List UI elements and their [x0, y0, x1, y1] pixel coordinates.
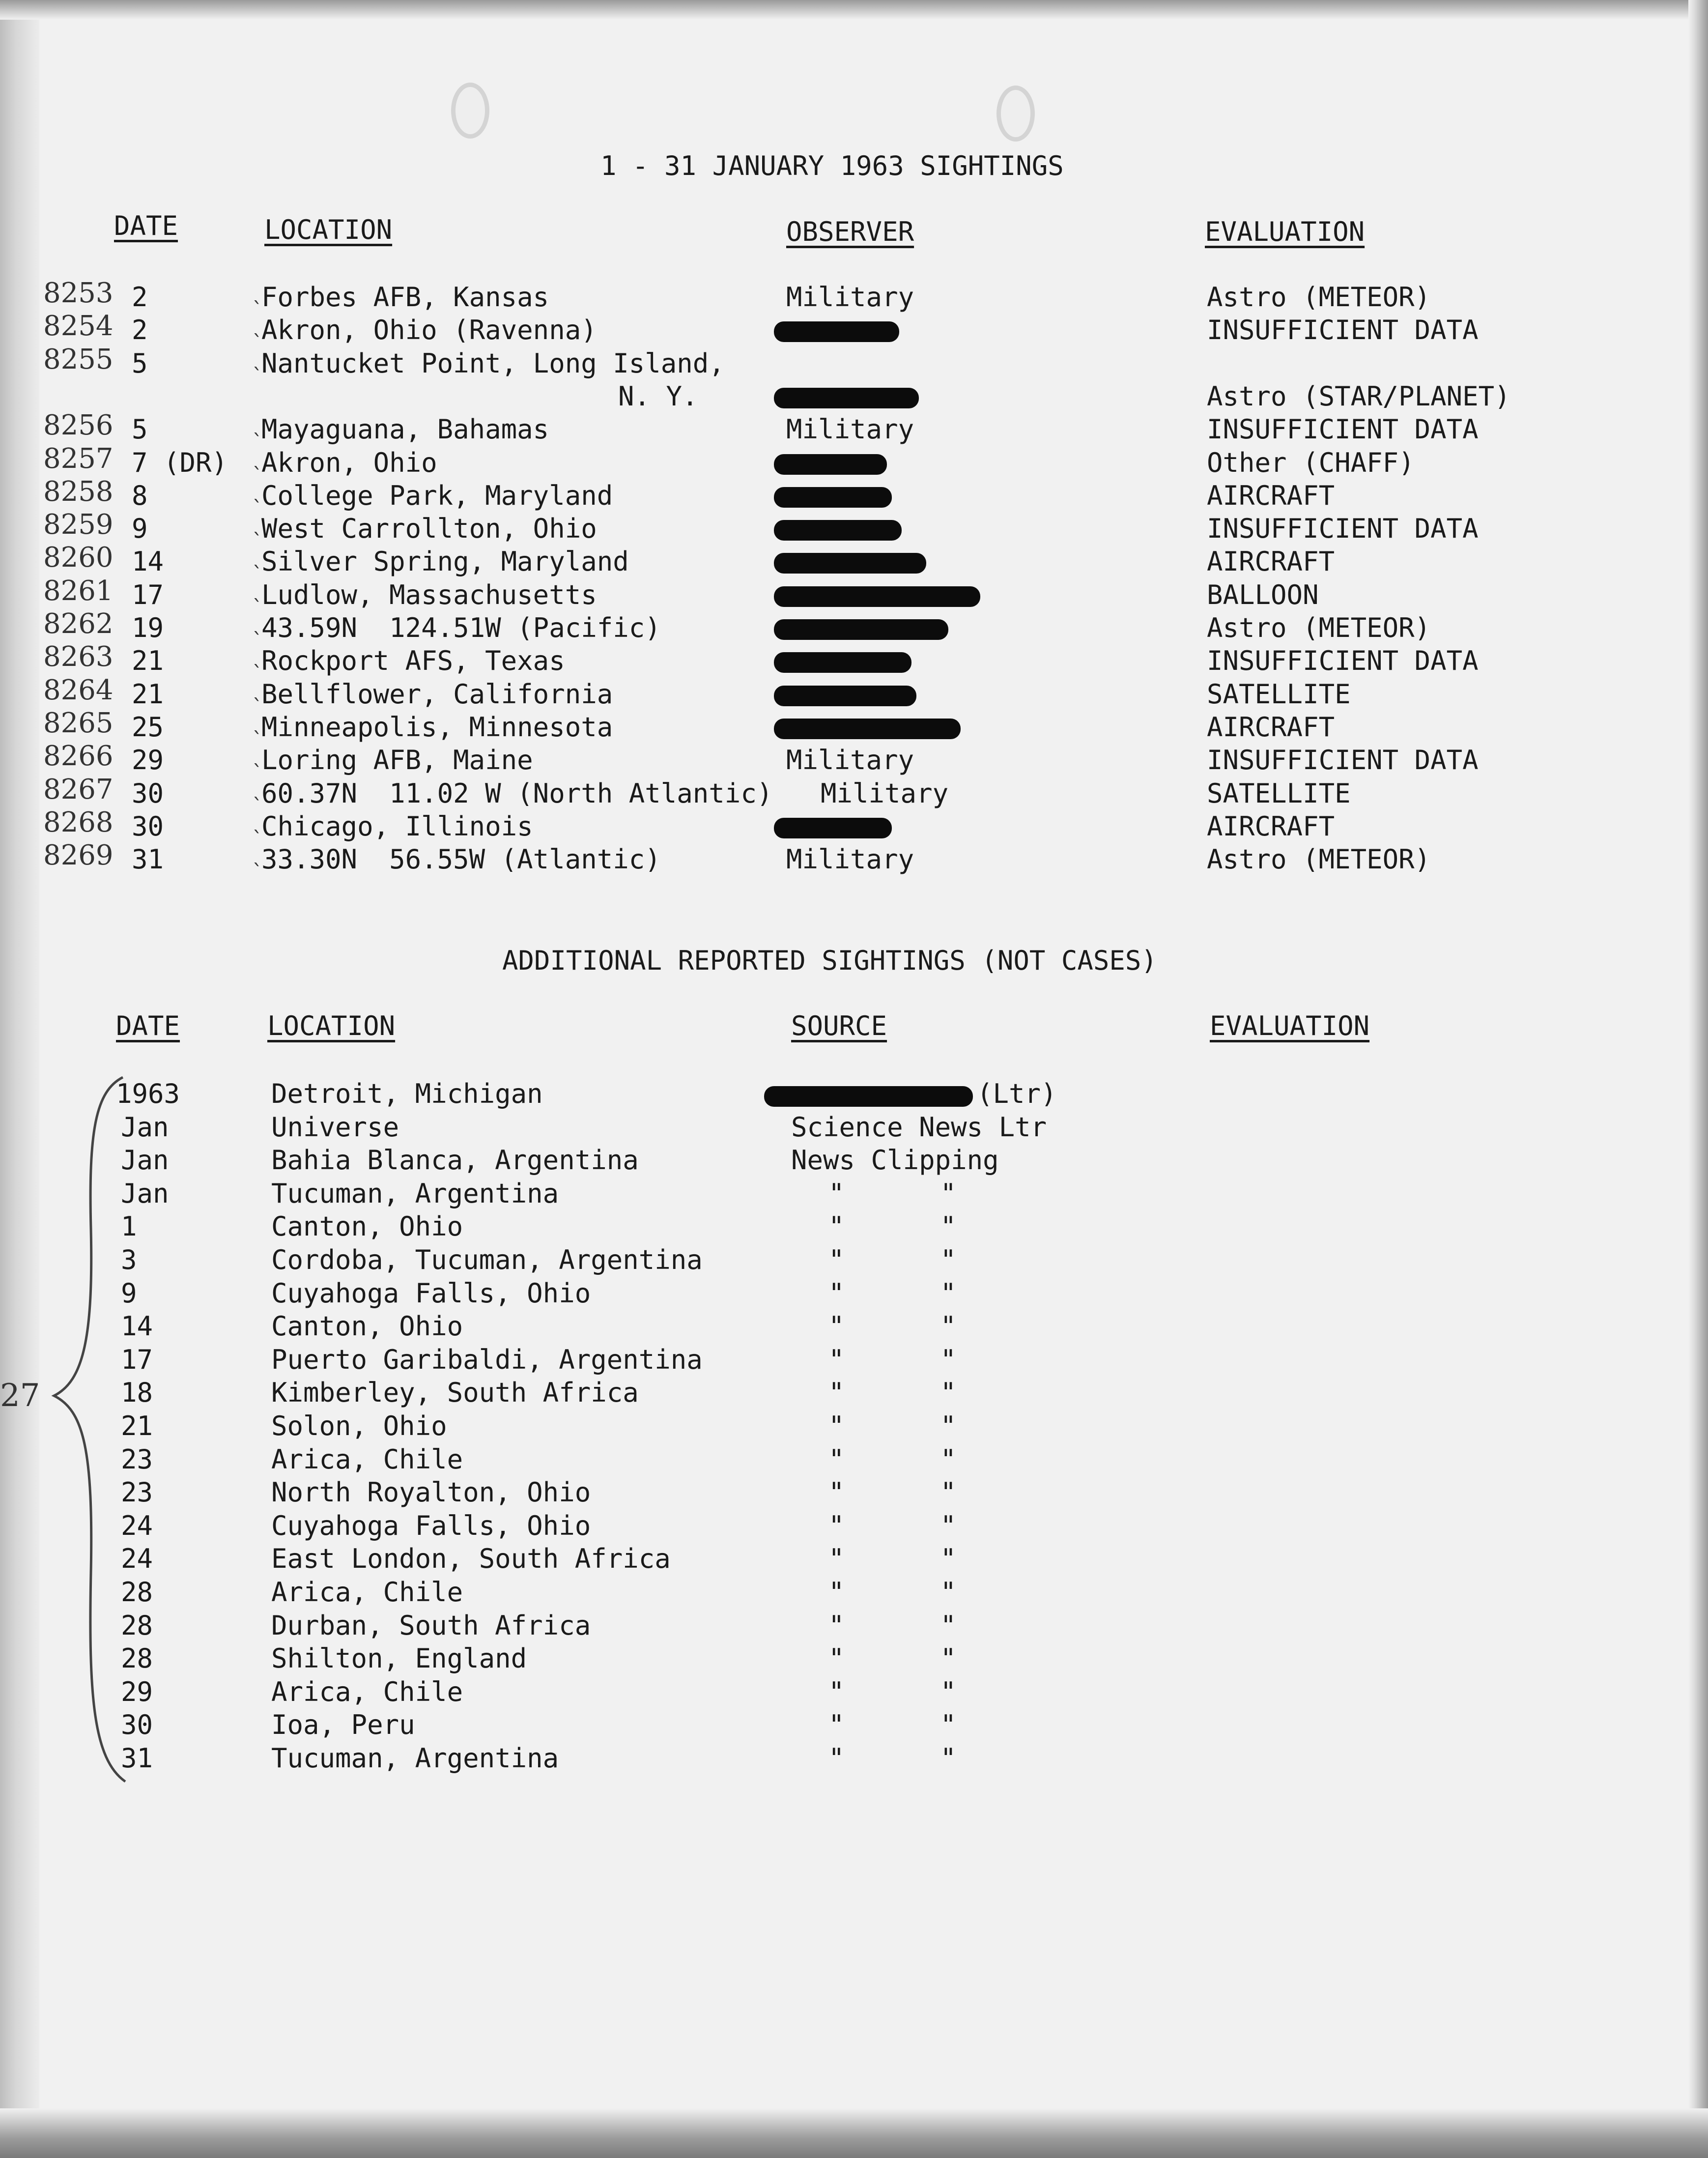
additional-location: Universe: [271, 1112, 399, 1143]
additional-location: Arica, Chile: [271, 1444, 463, 1475]
sighting-location: Akron, Ohio: [261, 447, 437, 478]
additional-location: Kimberley, South Africa: [271, 1377, 639, 1408]
case-number: 8259: [43, 509, 114, 541]
sighting-evaluation: SATELLITE: [1207, 778, 1351, 809]
additional-source: " ": [828, 1211, 957, 1242]
additional-date: 18: [121, 1377, 153, 1408]
additional-source: (Ltr): [977, 1078, 1057, 1109]
sighting-day: 30: [132, 778, 164, 809]
additional-source: " ": [828, 1244, 957, 1275]
sighting-day: 2: [132, 282, 148, 313]
case-number: 8268: [43, 806, 114, 838]
additional-location: Canton, Ohio: [271, 1211, 463, 1242]
sighting-day: 14: [132, 546, 164, 577]
additional-date: 9: [121, 1278, 137, 1309]
sighting-location: Silver Spring, Maryland: [261, 546, 629, 577]
tick-mark: ˎ: [251, 446, 263, 469]
additional-location: North Royalton, Ohio: [271, 1477, 591, 1508]
additional-date: 17: [121, 1344, 153, 1375]
page-title: 1 - 31 JANUARY 1963 SIGHTINGS: [600, 150, 1064, 181]
tick-mark: ˎ: [251, 777, 263, 800]
additional-source: " ": [828, 1676, 957, 1707]
header-evaluation: EVALUATION: [1205, 216, 1365, 247]
case-number: 8261: [43, 575, 114, 607]
additional-location: Ioa, Peru: [271, 1709, 415, 1740]
sighting-evaluation: INSUFFICIENT DATA: [1207, 315, 1479, 345]
additional-source: " ": [828, 1178, 957, 1209]
tick-mark: ˎ: [251, 512, 263, 535]
additional-date: 28: [121, 1643, 153, 1674]
case-number: 8256: [43, 409, 114, 441]
tick-mark: ˎ: [251, 810, 263, 833]
additional-date: 23: [121, 1477, 153, 1508]
sighting-observer: Military: [786, 282, 914, 313]
additional-date: 31: [121, 1743, 153, 1774]
additional-date: 3: [121, 1244, 137, 1275]
sighting-day: 21: [132, 679, 164, 710]
case-number: 8260: [43, 542, 114, 574]
case-number: 8269: [43, 839, 114, 871]
header-date: DATE: [114, 210, 178, 241]
header-location: LOCATION: [264, 214, 393, 245]
sighting-location-cont: N. Y.: [618, 381, 698, 412]
header2-date: DATE: [116, 1010, 180, 1041]
additional-location: Durban, South Africa: [271, 1610, 591, 1641]
additional-location: Tucuman, Argentina: [271, 1178, 559, 1209]
additional-date: 30: [121, 1709, 153, 1740]
additional-date: Jan: [121, 1178, 169, 1209]
additional-title: ADDITIONAL REPORTED SIGHTINGS (NOT CASES): [502, 945, 1157, 976]
header2-location: LOCATION: [267, 1010, 396, 1041]
case-number: 8265: [43, 707, 114, 739]
case-number: 8266: [43, 740, 114, 772]
sighting-location: Forbes AFB, Kansas: [261, 282, 549, 313]
tick-mark: ˎ: [251, 711, 263, 733]
case-number: 8264: [43, 674, 114, 706]
additional-date: 24: [121, 1543, 153, 1574]
additional-date: 23: [121, 1444, 153, 1475]
sighting-location: College Park, Maryland: [261, 480, 613, 511]
case-number: 8262: [43, 608, 114, 640]
tick-mark: ˎ: [251, 281, 263, 303]
additional-source: " ": [828, 1543, 957, 1574]
case-number: 8258: [43, 476, 114, 508]
sighting-day: 31: [132, 844, 164, 875]
tick-mark: ˎ: [251, 413, 263, 435]
additional-date: 29: [121, 1676, 153, 1707]
sighting-location: 43.59N 124.51W (Pacific): [261, 612, 661, 643]
additional-date: 21: [121, 1410, 153, 1441]
additional-location: Cuyahoga Falls, Ohio: [271, 1278, 591, 1309]
additional-location: Cordoba, Tucuman, Argentina: [271, 1244, 703, 1275]
case-number: 8257: [43, 443, 114, 475]
sighting-day: 25: [132, 712, 164, 743]
additional-source: " ": [828, 1444, 957, 1475]
additional-location: Tucuman, Argentina: [271, 1743, 559, 1774]
additional-date: Jan: [121, 1145, 169, 1176]
sighting-evaluation: Other (CHAFF): [1207, 447, 1415, 478]
sighting-location: Bellflower, California: [261, 679, 613, 710]
additional-location: Arica, Chile: [271, 1577, 463, 1608]
additional-source: News Clipping: [791, 1145, 999, 1176]
additional-date: 24: [121, 1510, 153, 1541]
sighting-evaluation: AIRCRAFT: [1207, 811, 1335, 842]
sighting-day: 5: [132, 414, 148, 445]
additional-source: " ": [828, 1610, 957, 1641]
margin-note: 27: [0, 1378, 40, 1414]
sighting-day: 7 (DR): [132, 447, 228, 478]
sighting-day: 9: [132, 513, 148, 544]
sighting-evaluation: AIRCRAFT: [1207, 712, 1335, 743]
tick-mark: ˎ: [251, 843, 263, 865]
sighting-observer: Military: [821, 778, 949, 809]
sighting-day: 19: [132, 612, 164, 643]
sighting-evaluation: AIRCRAFT: [1207, 480, 1335, 511]
sighting-evaluation: INSUFFICIENT DATA: [1207, 645, 1479, 676]
tick-mark: ˎ: [251, 479, 263, 502]
sighting-evaluation: AIRCRAFT: [1207, 546, 1335, 577]
additional-location: Arica, Chile: [271, 1676, 463, 1707]
additional-source: " ": [828, 1410, 957, 1441]
sighting-day: 5: [132, 348, 148, 379]
sighting-location: Loring AFB, Maine: [261, 745, 533, 776]
sighting-location: Akron, Ohio (Ravenna): [261, 315, 597, 345]
sighting-evaluation: INSUFFICIENT DATA: [1207, 745, 1479, 776]
sighting-evaluation: SATELLITE: [1207, 679, 1351, 710]
header2-evaluation: EVALUATION: [1210, 1010, 1370, 1041]
sighting-location: Rockport AFS, Texas: [261, 645, 565, 676]
sighting-evaluation: INSUFFICIENT DATA: [1207, 414, 1479, 445]
additional-location: Detroit, Michigan: [271, 1078, 543, 1109]
additional-date: 14: [121, 1311, 153, 1342]
case-number: 8255: [43, 344, 114, 375]
sighting-location: 33.30N 56.55W (Atlantic): [261, 844, 661, 875]
case-number: 8254: [43, 310, 114, 342]
sighting-location: Chicago, Illinois: [261, 811, 533, 842]
sighting-day: 2: [132, 315, 148, 345]
tick-mark: ˎ: [251, 644, 263, 667]
additional-source: " ": [828, 1344, 957, 1375]
additional-location: Canton, Ohio: [271, 1311, 463, 1342]
additional-source: " ": [828, 1477, 957, 1508]
sighting-location: Nantucket Point, Long Island,: [261, 348, 725, 379]
additional-source: " ": [828, 1743, 957, 1774]
tick-mark: ˎ: [251, 314, 263, 336]
additional-location: East London, South Africa: [271, 1543, 671, 1574]
header2-source: SOURCE: [791, 1010, 887, 1041]
additional-source: " ": [828, 1510, 957, 1541]
additional-date: 1963: [116, 1078, 180, 1109]
sighting-day: 30: [132, 811, 164, 842]
additional-date: 1: [121, 1211, 137, 1242]
sighting-location: Mayaguana, Bahamas: [261, 414, 549, 445]
header-observer: OBSERVER: [786, 216, 914, 247]
tick-mark: ˎ: [251, 578, 263, 601]
sighting-evaluation: Astro (METEOR): [1207, 844, 1431, 875]
additional-source: " ": [828, 1377, 957, 1408]
additional-source: " ": [828, 1278, 957, 1309]
sighting-location: Ludlow, Massachusetts: [261, 579, 597, 610]
tick-mark: ˎ: [251, 347, 263, 370]
additional-location: Shilton, England: [271, 1643, 527, 1674]
case-number: 8267: [43, 774, 114, 806]
sighting-observer: Military: [786, 844, 914, 875]
sighting-day: 21: [132, 645, 164, 676]
tick-mark: ˎ: [251, 611, 263, 634]
tick-mark: ˎ: [251, 744, 263, 766]
additional-location: Bahia Blanca, Argentina: [271, 1145, 639, 1176]
additional-source: " ": [828, 1709, 957, 1740]
sighting-observer: Military: [786, 745, 914, 776]
tick-mark: ˎ: [251, 678, 263, 700]
sighting-evaluation: Astro (METEOR): [1207, 612, 1431, 643]
additional-source: Science News Ltr: [791, 1112, 1047, 1143]
sighting-location: West Carrollton, Ohio: [261, 513, 597, 544]
additional-date: Jan: [121, 1112, 169, 1143]
sighting-day: 8: [132, 480, 148, 511]
sighting-location: Minneapolis, Minnesota: [261, 712, 613, 743]
additional-location: Solon, Ohio: [271, 1410, 447, 1441]
additional-location: Puerto Garibaldi, Argentina: [271, 1344, 703, 1375]
tick-mark: ˎ: [251, 545, 263, 568]
sighting-evaluation: INSUFFICIENT DATA: [1207, 513, 1479, 544]
case-number: 8253: [43, 277, 114, 309]
additional-source: " ": [828, 1577, 957, 1608]
case-number: 8263: [43, 641, 114, 673]
sighting-day: 29: [132, 745, 164, 776]
additional-date: 28: [121, 1577, 153, 1608]
additional-location: Cuyahoga Falls, Ohio: [271, 1510, 591, 1541]
additional-source: " ": [828, 1311, 957, 1342]
sighting-observer: Military: [786, 414, 914, 445]
sighting-evaluation: Astro (STAR/PLANET): [1207, 381, 1510, 412]
sighting-evaluation: BALLOON: [1207, 579, 1319, 610]
additional-date: 28: [121, 1610, 153, 1641]
sighting-evaluation: Astro (METEOR): [1207, 282, 1431, 313]
sighting-day: 17: [132, 579, 164, 610]
sighting-location: 60.37N 11.02 W (North Atlantic): [261, 778, 773, 809]
additional-source: " ": [828, 1643, 957, 1674]
